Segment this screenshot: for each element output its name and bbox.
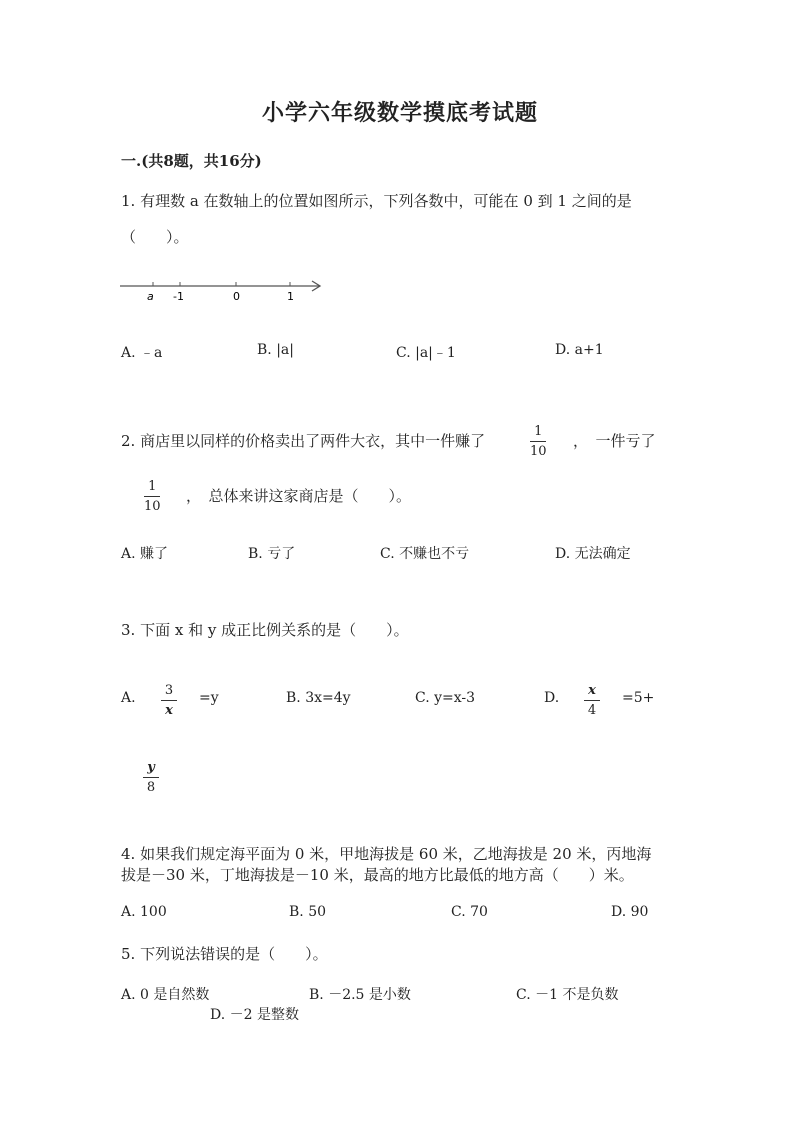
q3-option-a-rest: =y [199,690,219,706]
q1-option-c[interactable]: C. |a|﹣1 [396,345,456,361]
fraction-bar [143,777,159,778]
q5-option-a[interactable]: A. 0 是自然数 [121,987,210,1003]
q3-option-d-numerator: x [588,683,596,698]
q3-option-a-label[interactable]: A. [121,690,136,706]
q3-option-d-fraction-2-denominator: 8 [146,780,156,795]
q5-option-b[interactable]: B. －2.5 是小数 [309,987,411,1003]
q2-option-a[interactable]: A. 赚了 [121,546,169,562]
q4-option-c[interactable]: C. 70 [451,904,488,920]
q1-option-b[interactable]: B. |a| [257,342,294,358]
q3-option-d-denominator: 4 [587,703,597,718]
fraction-bar [530,441,546,442]
q3-option-d-fraction [584,683,600,718]
q2-option-d[interactable]: D. 无法确定 [555,546,631,562]
q3-option-a-numerator: 3 [164,683,174,698]
q2-option-b[interactable]: B. 亏了 [248,546,296,562]
q1-option-d[interactable]: D. a+1 [555,342,604,358]
q1-option-a[interactable]: A. ﹣a [121,345,163,361]
label-0: 0 [233,290,240,303]
label-neg1: -1 [173,290,184,303]
q2-fraction-2-denominator: 10 [144,499,161,514]
q3-option-d-fraction-2-numerator: y [147,760,155,775]
question-4-text-line2: 拔是－30 米，丁地海拔是－10 米，最高的地方比最低的地方高（ ）米。 [121,866,634,884]
q5-option-c[interactable]: C. －1 不是负数 [516,987,619,1003]
question-1-text: 1. 有理数 a 在数轴上的位置如图所示，下列各数中，可能在 0 到 1 之间的是 [121,192,632,210]
fraction-bar [161,700,177,701]
question-2-text-part2: ， 一件亏了 [573,432,656,450]
q3-option-b[interactable]: B. 3x=4y [286,690,351,706]
q2-fraction-2-numerator: 1 [148,479,157,494]
q3-option-d-fraction-2 [143,760,159,795]
q5-option-d[interactable]: D. －2 是整数 [210,1007,299,1023]
question-4-text-line1: 4. 如果我们规定海平面为 0 米，甲地海拔是 60 米，乙地海拔是 20 米，丙地海 [121,845,652,863]
q3-option-a-denominator: x [165,703,173,718]
question-2-text-part3: ， 总体来讲这家商店是（ ）。 [186,487,412,505]
q4-option-b[interactable]: B. 50 [289,904,327,920]
question-1-blank: （ ）。 [121,228,189,246]
question-5-text: 5. 下列说法错误的是（ ）。 [121,945,328,963]
q2-fraction-1 [530,424,547,459]
q2-fraction-1-denominator: 10 [530,444,547,459]
q3-option-a-fraction [161,683,177,718]
question-3-text: 3. 下面 x 和 y 成正比例关系的是（ ）。 [121,621,409,639]
page-title: 小学六年级数学摸底考试题 [261,100,538,126]
label-1: 1 [287,290,294,303]
fraction-bar [584,700,600,701]
number-line [118,274,328,306]
q2-option-c[interactable]: C. 不赚也不亏 [380,546,470,562]
section-heading: 一.(共8题，共16分) [121,152,262,170]
q4-option-d[interactable]: D. 90 [611,904,649,920]
q4-option-a[interactable]: A. 100 [121,904,167,920]
fraction-bar [144,496,160,497]
q2-fraction-1-numerator: 1 [534,424,543,439]
label-a: a [147,290,154,303]
q3-option-c[interactable]: C. y=x-3 [415,690,476,706]
q2-fraction-2 [144,479,161,514]
question-2-text-part1: 2. 商店里以同样的价格卖出了两件大衣，其中一件赚了 [121,432,486,450]
q3-option-d-rest: =5+ [622,690,655,706]
q3-option-d-label[interactable]: D. [544,690,560,706]
